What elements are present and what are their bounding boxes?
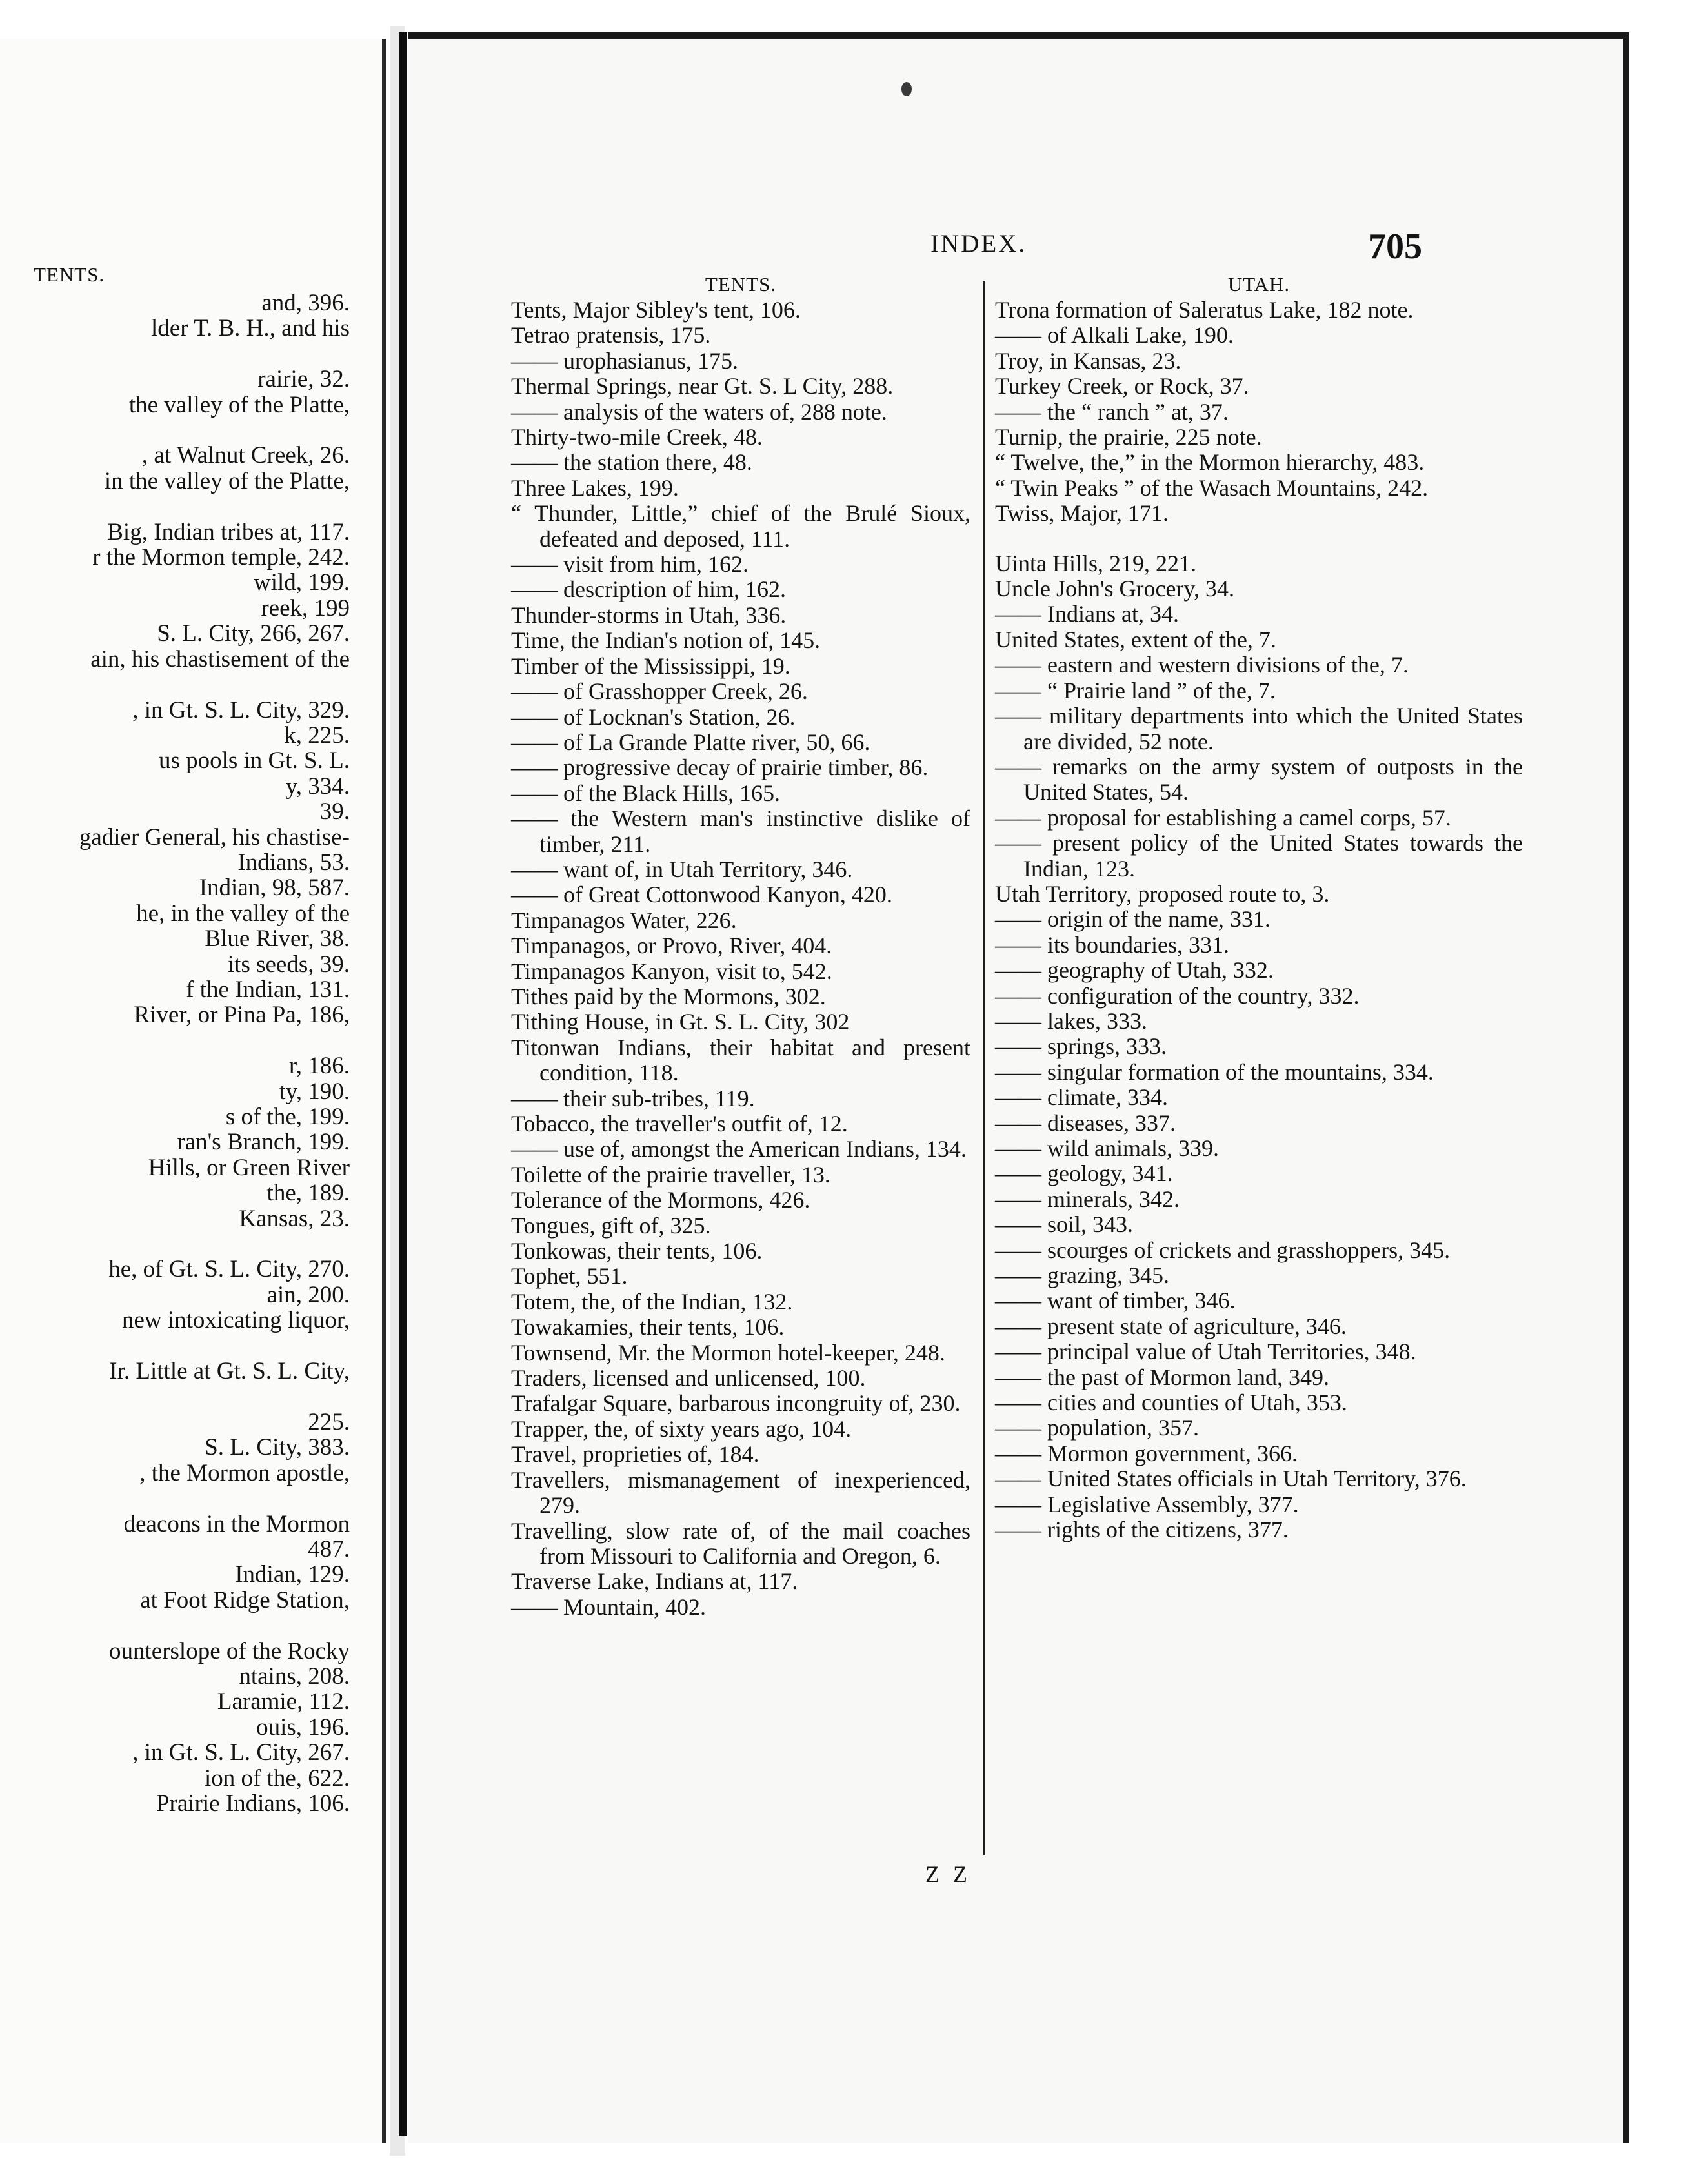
index-subentry: —— configuration of the country, 332. <box>995 982 1360 1009</box>
index-subentry: —— urophasianus, 175. <box>511 347 738 374</box>
page-number: 705 <box>1368 227 1422 267</box>
index-entry: Trapper, the, of sixty years ago, 104. <box>511 1415 852 1442</box>
index-subentry: —— present policy of the United States towards the Indian, 123. <box>995 830 1523 882</box>
index-entry: Uncle John's Grocery, 34. <box>995 576 1235 602</box>
index-subentry: —— grazing, 345. <box>995 1262 1169 1289</box>
index-entry: Travelling, slow rate of, of the mail coaches from Missouri to California and Oregon, 6. <box>511 1517 970 1569</box>
index-subentry: —— want of, in Utah Territory, 346. <box>511 856 853 882</box>
index-subentry: —— of Locknan's Station, 26. <box>511 703 796 730</box>
left-index-line <box>0 1231 374 1257</box>
left-index-line: ntains, 208. <box>239 1663 350 1690</box>
index-entry: Tithes paid by the Mormons, 302. <box>511 983 826 1009</box>
index-entry: United States, extent of the, 7. <box>995 626 1276 652</box>
index-subentry: —— military departments into which the United States are divided, 52 note. <box>995 703 1523 754</box>
index-entry: Tongues, gift of, 325. <box>511 1212 711 1239</box>
index-subentry: —— want of timber, 346. <box>995 1288 1236 1314</box>
index-subentry: —— cities and counties of Utah, 353. <box>995 1390 1347 1416</box>
left-index-line: , in Gt. S. L. City, 329. <box>132 696 350 723</box>
left-index-line: Kansas, 23. <box>239 1205 350 1232</box>
left-index-line: ouis, 196. <box>256 1714 350 1741</box>
left-index-line: r the Mormon temple, 242. <box>92 544 350 571</box>
left-index-line: , at Walnut Creek, 26. <box>141 442 350 469</box>
left-index-line: S. L. City, 266, 267. <box>157 620 350 647</box>
index-entry: Thermal Springs, near Gt. S. L City, 288. <box>511 373 894 399</box>
left-index-line: wild, 199. <box>253 569 350 596</box>
index-entry: Towakamies, their tents, 106. <box>511 1314 785 1340</box>
left-index-line: us pools in Gt. S. L. <box>158 747 350 774</box>
left-index-line: ty, 190. <box>279 1078 350 1105</box>
left-index-line <box>0 1486 374 1511</box>
left-index-line: Laramie, 112. <box>217 1688 350 1715</box>
left-index-line: r, 186. <box>288 1053 350 1080</box>
index-subentry: —— geology, 341. <box>995 1160 1173 1187</box>
column-divider <box>983 281 985 1855</box>
left-index-line: lder T. B. H., and his <box>151 315 350 342</box>
left-index-line: 487. <box>308 1535 350 1562</box>
index-subentry: —— their sub-tribes, 119. <box>511 1085 755 1111</box>
index-entry: Tolerance of the Mormons, 426. <box>511 1187 810 1213</box>
left-index-line <box>0 1333 374 1359</box>
index-subentry: —— visit from him, 162. <box>511 551 749 578</box>
index-subentry: —— remarks on the army system of outposts in the United States, 54. <box>995 753 1523 805</box>
left-index-line <box>0 1384 374 1409</box>
index-subentry: —— United States officials in Utah Territory, 376. <box>995 1466 1467 1492</box>
index-subentry: —— minerals, 342. <box>995 1186 1180 1212</box>
index-subentry: —— eastern and western divisions of the, 7. <box>995 652 1409 678</box>
index-column-utah <box>995 271 1523 1543</box>
index-subentry: —— climate, 334. <box>995 1084 1168 1111</box>
index-subentry: —— of La Grande Platte river, 50, 66. <box>511 729 870 755</box>
index-subentry: —— “ Prairie land ” of the, 7. <box>995 677 1276 703</box>
index-subentry: —— of Grasshopper Creek, 26. <box>511 678 808 705</box>
index-subentry: —— of Great Cottonwood Kanyon, 420. <box>511 882 892 908</box>
left-index-line: in the valley of the Platte, <box>104 467 350 494</box>
left-index-line: Big, Indian tribes at, 117. <box>107 518 350 545</box>
left-index-line: Indians, 53. <box>237 849 350 876</box>
index-entry: Twiss, Major, 171. <box>995 500 1169 527</box>
left-index-line: the valley of the Platte, <box>128 391 350 418</box>
index-entry: Thunder-storms in Utah, 336. <box>511 602 787 628</box>
index-subentry: —— the past of Mormon land, 349. <box>995 1364 1329 1390</box>
left-index-line: Prairie Indians, 106. <box>156 1790 350 1817</box>
left-index-line: ain, 200. <box>266 1281 350 1308</box>
index-subentry: —— population, 357. <box>995 1415 1199 1441</box>
index-entry: Trafalgar Square, barbarous incongruity of, 230. <box>511 1390 961 1417</box>
left-index-line <box>0 1028 374 1053</box>
left-index-line: 39. <box>319 798 350 825</box>
left-index-line: y, 334. <box>285 773 350 800</box>
left-index-line: Indian, 129. <box>235 1561 350 1588</box>
index-entry: Traverse Lake, Indians at, 117. <box>511 1568 798 1595</box>
left-index-line: 225. <box>308 1408 350 1435</box>
index-entry: Trona formation of Saleratus Lake, 182 note. <box>995 297 1414 323</box>
index-subentry: —— wild animals, 339. <box>995 1135 1219 1161</box>
book-binding <box>399 32 407 2136</box>
index-entry: Timpanagos Kanyon, visit to, 542. <box>511 958 832 984</box>
index-subentry: —— its boundaries, 331. <box>995 931 1229 958</box>
index-entry: Tonkowas, their tents, 106. <box>511 1238 763 1264</box>
index-entry: “ Twin Peaks ” of the Wasach Mountains, 242. <box>995 474 1429 501</box>
index-entry: Turkey Creek, or Rock, 37. <box>995 373 1249 399</box>
left-index-line: he, of Gt. S. L. City, 270. <box>108 1256 350 1283</box>
index-subentry: —— rights of the citizens, 377. <box>995 1517 1289 1543</box>
index-subentry: —— origin of the name, 331. <box>995 906 1271 933</box>
left-index-line: River, or Pina Pa, 186, <box>134 1002 350 1029</box>
index-entry: Titonwan Indians, their habitat and present condition, 118. <box>511 1034 970 1086</box>
column-heading: UTAH. <box>1227 273 1291 296</box>
index-subentry: —— proposal for establishing a camel corps, 57. <box>995 804 1451 831</box>
left-index-line: at Foot Ridge Station, <box>140 1586 350 1613</box>
left-index-line: he, in the valley of the <box>136 900 350 927</box>
index-entry: Totem, the, of the Indian, 132. <box>511 1288 793 1315</box>
entry-list <box>511 298 970 1620</box>
page-title: INDEX. <box>930 230 1027 258</box>
index-subentry: —— springs, 333. <box>995 1033 1167 1060</box>
index-subentry: —— diseases, 337. <box>995 1109 1176 1136</box>
index-subentry: —— the Western man's instinctive dislike of timber, 211. <box>511 805 970 857</box>
index-entry: “ Twelve, the,” in the Mormon hierarchy, 483. <box>995 449 1425 476</box>
left-index-line: its seeds, 39. <box>227 951 350 978</box>
left-index-line: S. L. City, 383. <box>205 1434 350 1461</box>
left-index-line: ion of the, 622. <box>204 1764 350 1792</box>
index-entry: Toilette of the prairie traveller, 13. <box>511 1161 830 1188</box>
index-entry: Tents, Major Sibley's tent, 106. <box>511 297 801 323</box>
left-index-line: Ir. Little at Gt. S. L. City, <box>109 1358 350 1385</box>
index-subentry: —— use of, amongst the American Indians, 134. <box>511 1136 967 1162</box>
index-entry: Tithing House, in Gt. S. L. City, 302 <box>511 1009 850 1035</box>
index-entry: Timber of the Mississippi, 19. <box>511 652 790 679</box>
left-index-line <box>0 1613 374 1638</box>
index-subentry: —— scourges of crickets and grasshoppers, 345. <box>995 1237 1451 1263</box>
left-index-line: , the Mormon apostle, <box>139 1459 350 1486</box>
index-subentry: —— principal value of Utah Territories, 348. <box>995 1339 1416 1365</box>
index-entry: Timpanagos, or Provo, River, 404. <box>511 933 832 959</box>
signature-mark: Z Z <box>925 1861 971 1887</box>
index-entry: Utah Territory, proposed route to, 3. <box>995 880 1330 907</box>
left-page-fragment <box>0 39 386 2143</box>
index-subentry: —— Indians at, 34. <box>995 601 1179 627</box>
left-index-line: ounterslope of the Rocky <box>109 1637 350 1664</box>
index-subentry: —— Legislative Assembly, 377. <box>995 1491 1299 1517</box>
left-index-line: and, 396. <box>261 290 350 316</box>
index-subentry: —— analysis of the waters of, 288 note. <box>511 398 887 425</box>
left-page-lines <box>0 290 374 1816</box>
left-index-line: ain, his chastisement of the <box>90 645 350 672</box>
ink-spot <box>901 82 912 96</box>
left-index-line: deacons in the Mormon <box>123 1510 350 1537</box>
index-column-tents <box>511 271 970 1620</box>
index-entry: Time, the Indian's notion of, 145. <box>511 627 821 654</box>
left-index-line <box>0 341 374 367</box>
index-entry: Travellers, mismanagement of inexperienced, 279. <box>511 1466 970 1519</box>
index-entry: Thirty-two-mile Creek, 48. <box>511 424 763 450</box>
index-entry: Troy, in Kansas, 23. <box>995 347 1181 374</box>
left-index-line: f the Indian, 131. <box>186 976 350 1003</box>
index-entry: Travel, proprieties of, 184. <box>511 1441 759 1468</box>
left-index-line: new intoxicating liquor, <box>121 1307 350 1334</box>
index-entry: Three Lakes, 199. <box>511 474 679 501</box>
index-subentry: —— the “ ranch ” at, 37. <box>995 398 1229 425</box>
index-entry: Tophet, 551. <box>511 1263 628 1289</box>
index-entry: “ Thunder, Little,” chief of the Brulé Sioux, defeated and deposed, 111. <box>511 500 970 552</box>
left-index-line <box>0 672 374 697</box>
index-entry: Traders, licensed and unlicensed, 100. <box>511 1365 866 1391</box>
index-subentry: —— Mormon government, 366. <box>995 1440 1298 1466</box>
left-index-line: reek, 199 <box>261 594 350 622</box>
index-subentry: —— soil, 343. <box>995 1211 1134 1238</box>
index-entry: Timpanagos Water, 226. <box>511 907 737 933</box>
index-subentry: —— Mountain, 402. <box>511 1593 706 1620</box>
left-column-heading: TENTS. <box>34 263 105 286</box>
left-index-line: Indian, 98, 587. <box>199 875 350 902</box>
column-heading: TENTS. <box>705 273 777 296</box>
left-index-line: s of the, 199. <box>225 1104 350 1130</box>
index-entry: Townsend, Mr. the Mormon hotel-keeper, 248. <box>511 1339 945 1366</box>
left-index-line: , in Gt. S. L. City, 267. <box>132 1739 350 1766</box>
index-subentry: —— of Alkali Lake, 190. <box>995 322 1234 349</box>
entry-list <box>995 298 1523 1543</box>
index-entry: Tobacco, the traveller's outfit of, 12. <box>511 1111 848 1137</box>
index-subentry: —— progressive decay of prairie timber, 86. <box>511 754 929 781</box>
index-entry: Turnip, the prairie, 225 note. <box>995 424 1262 450</box>
left-index-line: rairie, 32. <box>257 366 350 393</box>
index-subentry: —— lakes, 333. <box>995 1007 1147 1034</box>
left-index-line: gadier General, his chastise- <box>79 824 350 851</box>
left-index-line: k, 225. <box>284 722 350 749</box>
left-index-line <box>0 494 374 519</box>
index-subentry: —— the station there, 48. <box>511 449 752 476</box>
left-index-line: Blue River, 38. <box>205 925 350 953</box>
index-entry: Uinta Hills, 219, 221. <box>995 550 1196 576</box>
index-subentry: —— singular formation of the mountains, 334. <box>995 1058 1434 1085</box>
left-index-line: ran's Branch, 199. <box>177 1129 350 1156</box>
index-entry: Tetrao pratensis, 175. <box>511 322 711 349</box>
index-subentry: —— of the Black Hills, 165. <box>511 780 780 806</box>
left-index-line <box>0 418 374 443</box>
index-subentry: —— geography of Utah, 332. <box>995 957 1274 984</box>
left-index-line: the, 189. <box>266 1180 350 1207</box>
index-subentry: —— present state of agriculture, 346. <box>995 1313 1347 1339</box>
index-page <box>408 32 1629 2143</box>
index-subentry: —— description of him, 162. <box>511 576 786 603</box>
left-index-line: Hills, or Green River <box>148 1154 350 1181</box>
